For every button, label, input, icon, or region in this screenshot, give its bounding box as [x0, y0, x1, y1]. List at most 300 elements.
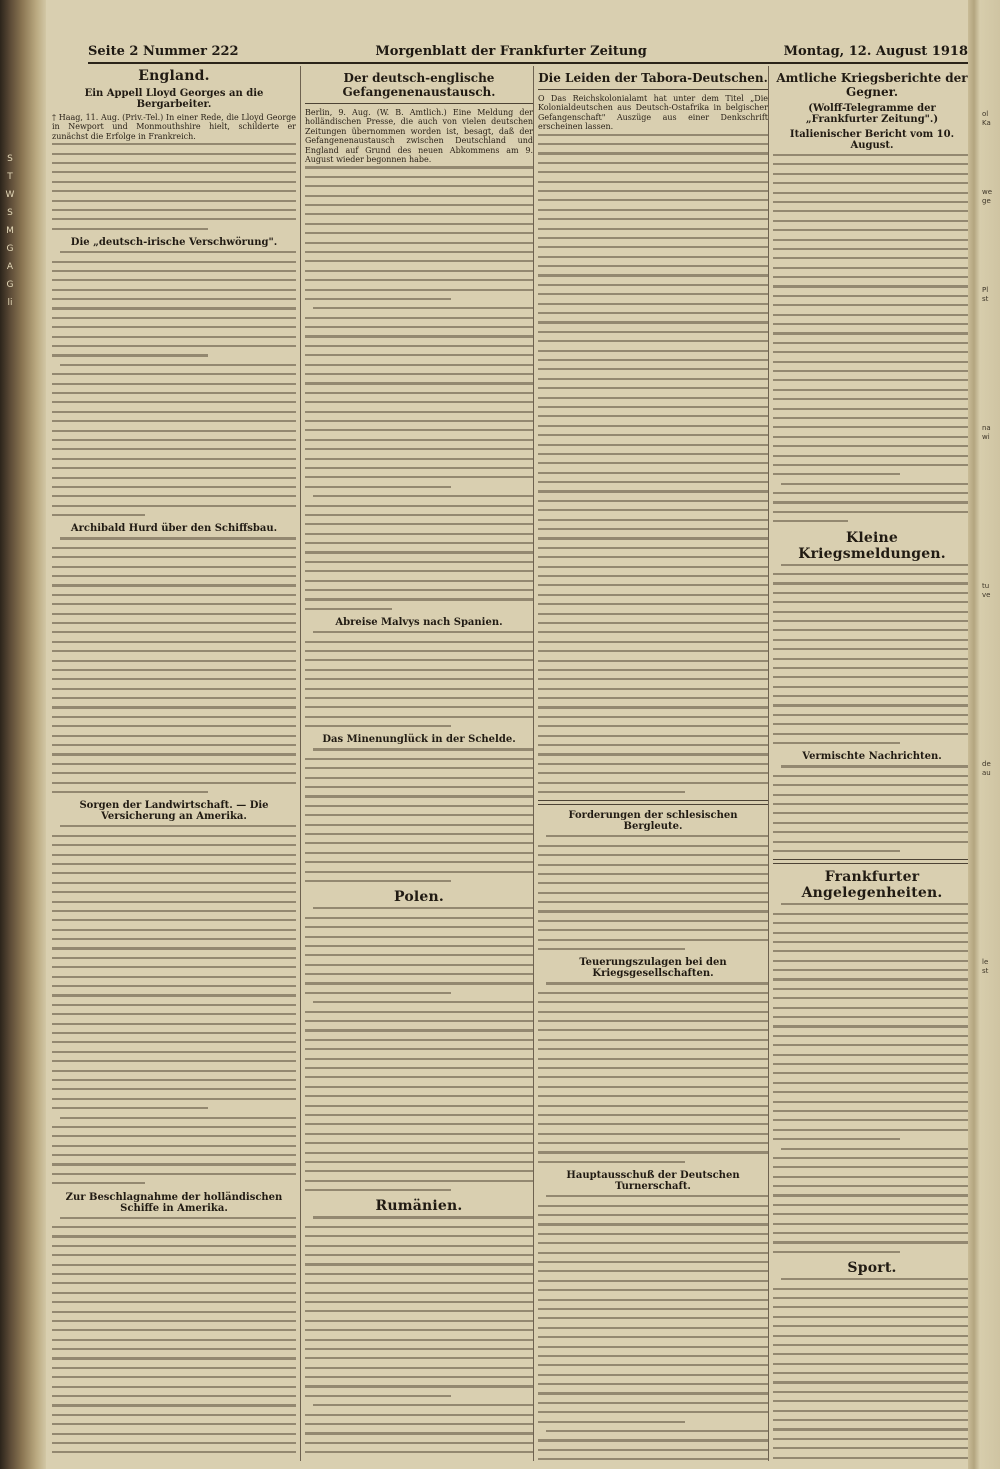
- text-line: [52, 1282, 296, 1284]
- edge-fragment: G: [6, 244, 14, 254]
- text-line: [52, 1264, 296, 1266]
- text-line: [305, 1086, 533, 1088]
- left-edge-fragments: [2, 150, 18, 312]
- text-line: [305, 936, 533, 938]
- text-line: [305, 326, 533, 328]
- text-line: [305, 945, 533, 947]
- text-line: [305, 382, 533, 384]
- text-line: [305, 401, 533, 403]
- text-line: [538, 1105, 768, 1107]
- article-body: [52, 143, 296, 230]
- text-line: [538, 1299, 768, 1301]
- text-line: [52, 641, 296, 643]
- text-line: [305, 758, 533, 760]
- text-line: [773, 173, 971, 175]
- text-line: [305, 786, 533, 788]
- text-line: [538, 613, 768, 615]
- edge-fragment: na: [982, 424, 991, 432]
- text-line: [305, 669, 533, 671]
- text-line: [538, 1336, 768, 1338]
- text-line: [305, 833, 533, 835]
- text-line: [538, 864, 768, 866]
- text-line: [305, 1395, 451, 1397]
- text-line: [52, 725, 296, 727]
- text-line: [52, 835, 296, 837]
- text-line: [305, 1105, 533, 1107]
- text-line: [305, 842, 533, 844]
- text-line: [538, 1214, 768, 1216]
- text-line: [773, 220, 971, 222]
- article-headline: Ein Appell Lloyd Georges an die Bergarbeiter.: [84, 88, 264, 110]
- text-line: [538, 321, 768, 323]
- text-line: [538, 901, 768, 903]
- text-line: [52, 1163, 296, 1165]
- text-line: [773, 1306, 971, 1308]
- edge-fragment: S: [7, 208, 13, 218]
- text-line: [313, 1216, 533, 1218]
- text-line: [538, 744, 768, 746]
- text-line: [305, 678, 533, 680]
- text-line: [773, 1457, 971, 1459]
- text-line: [773, 285, 971, 287]
- text-line: [305, 1152, 533, 1154]
- text-line: [773, 592, 971, 594]
- text-line: [538, 753, 768, 755]
- article-body: [538, 134, 768, 793]
- text-line: [305, 926, 533, 928]
- text-line: [305, 1189, 451, 1191]
- text-line: [305, 420, 533, 422]
- text-line: [305, 964, 533, 966]
- text-line: [305, 1451, 533, 1453]
- text-line: [52, 1126, 296, 1128]
- article-body: [538, 1195, 768, 1461]
- article-body: [52, 537, 296, 793]
- text-line: [773, 850, 900, 852]
- article-body: [773, 154, 971, 522]
- text-line: [305, 795, 533, 797]
- text-line: [538, 716, 768, 718]
- edge-fragment: Ka: [982, 119, 991, 127]
- text-line: [305, 523, 533, 525]
- text-line: [52, 938, 296, 940]
- text-line: [305, 232, 533, 234]
- text-line: [773, 1419, 971, 1421]
- text-line: [305, 1282, 533, 1284]
- text-line: [538, 594, 768, 596]
- edge-fragment: de: [982, 760, 991, 768]
- edge-fragment: T: [7, 172, 13, 182]
- text-line: [52, 1357, 296, 1359]
- text-line: [52, 270, 296, 272]
- text-line: [305, 608, 392, 610]
- text-line: [305, 824, 533, 826]
- text-line: [538, 472, 768, 474]
- text-line: [773, 1072, 971, 1074]
- text-line: [60, 251, 296, 253]
- edge-fragment: G: [6, 280, 14, 290]
- text-line: [52, 373, 296, 375]
- text-line: [52, 669, 296, 671]
- text-line: [52, 1070, 296, 1072]
- text-line: [52, 1367, 296, 1369]
- page-number: Seite 2 Nummer 222: [88, 43, 239, 59]
- text-line: [305, 1095, 533, 1097]
- text-line: [305, 505, 533, 507]
- text-line: [305, 1432, 533, 1434]
- text-line: [52, 383, 296, 385]
- text-line: [773, 922, 971, 924]
- text-line: [538, 434, 768, 436]
- text-line: [773, 370, 971, 372]
- text-line: [305, 213, 533, 215]
- text-line: [538, 500, 768, 502]
- text-line: [773, 192, 971, 194]
- text-line: [538, 1123, 768, 1125]
- text-line: [538, 1289, 768, 1291]
- divider: [538, 89, 768, 90]
- text-line: [52, 171, 296, 173]
- text-line: [52, 1451, 296, 1453]
- article-body: [538, 835, 768, 950]
- text-line: [52, 622, 296, 624]
- article-headline: Sorgen der Landwirtschaft. — Die Versicherung an Amerika.: [79, 800, 269, 823]
- text-line: [305, 1339, 533, 1341]
- text-line: [305, 1161, 533, 1163]
- text-line: [773, 1035, 971, 1037]
- edge-fragment: W: [5, 190, 15, 200]
- text-line: [305, 814, 533, 816]
- text-line: [52, 976, 296, 978]
- text-line: [773, 620, 971, 622]
- text-line: [773, 1119, 971, 1121]
- text-line: [52, 401, 296, 403]
- text-line: [773, 248, 971, 250]
- text-line: [773, 913, 971, 915]
- text-line: [538, 547, 768, 549]
- text-line: [305, 486, 451, 488]
- text-line: [52, 854, 296, 856]
- text-line: [538, 171, 768, 173]
- section-heading: Frankfurter Angelegenheiten.: [801, 869, 943, 902]
- text-line: [305, 1254, 533, 1256]
- newspaper-title: Morgenblatt der Frankfurter Zeitung: [375, 43, 647, 59]
- text-line: [773, 695, 971, 697]
- text-line: [52, 772, 296, 774]
- text-line: [305, 1076, 533, 1078]
- text-line: [305, 260, 533, 262]
- text-line: [538, 791, 685, 793]
- text-line: [52, 261, 296, 263]
- text-line: [305, 1133, 533, 1135]
- text-line: [52, 584, 296, 586]
- text-line: [305, 298, 451, 300]
- text-line: [773, 351, 971, 353]
- text-line: [305, 279, 533, 281]
- column-1: [52, 66, 296, 1461]
- text-line: [773, 1223, 971, 1225]
- text-line: [773, 1372, 971, 1374]
- text-line: [52, 298, 296, 300]
- text-line: [773, 714, 971, 716]
- text-line: [305, 1367, 533, 1369]
- text-line: [773, 1138, 900, 1140]
- text-line: [538, 1205, 768, 1207]
- article-body: [305, 1216, 533, 1461]
- text-line: [52, 181, 296, 183]
- text-line: [773, 1054, 971, 1056]
- text-line: [773, 582, 971, 584]
- text-line: [773, 379, 971, 381]
- text-line: [538, 566, 768, 568]
- text-line: [538, 490, 768, 492]
- text-line: [538, 1308, 768, 1310]
- text-line: [313, 495, 533, 497]
- text-line: [52, 1013, 296, 1015]
- text-line: [52, 439, 296, 441]
- text-line: [538, 481, 768, 483]
- text-line: [305, 1170, 533, 1172]
- text-line: [773, 445, 971, 447]
- text-line: [60, 1117, 296, 1119]
- text-line: [52, 1226, 296, 1228]
- text-line: [305, 880, 451, 882]
- text-line: [546, 835, 768, 837]
- text-line: [60, 825, 296, 827]
- text-line: [773, 1335, 971, 1337]
- text-line: [52, 1088, 296, 1090]
- text-line: [773, 257, 971, 259]
- text-line: [773, 1438, 971, 1440]
- text-line: [52, 1154, 296, 1156]
- text-line: [538, 340, 768, 342]
- text-line: [305, 1442, 533, 1444]
- text-line: [538, 772, 768, 774]
- text-line: [538, 948, 685, 950]
- text-line: [52, 919, 296, 921]
- text-line: [773, 1091, 971, 1093]
- text-line: [305, 166, 533, 168]
- text-line: [52, 514, 145, 516]
- text-line: [305, 1226, 533, 1228]
- text-line: [538, 1086, 768, 1088]
- article-headline: Hauptausschuß der Deutschen Turnerschaft.: [566, 1170, 740, 1193]
- edge-fragment: st: [982, 967, 989, 975]
- text-line: [52, 613, 296, 615]
- text-line: [773, 1025, 971, 1027]
- text-line: [305, 1263, 533, 1265]
- text-line: [773, 520, 848, 522]
- text-line: [773, 314, 971, 316]
- text-line: [773, 436, 971, 438]
- text-line: [52, 650, 296, 652]
- text-line: [52, 631, 296, 633]
- text-line: [52, 209, 296, 211]
- text-line: [52, 594, 296, 596]
- text-line: [305, 1329, 533, 1331]
- text-line: [773, 1297, 971, 1299]
- text-line: [305, 641, 533, 643]
- text-line: [52, 448, 296, 450]
- text-line: [52, 1023, 296, 1025]
- text-line: [773, 417, 971, 419]
- article-headline: Abreise Malvys nach Spanien.: [335, 617, 503, 629]
- text-line: [781, 903, 971, 905]
- text-line: [538, 892, 768, 894]
- divider: [538, 800, 768, 805]
- text-line: [305, 476, 533, 478]
- edge-fragment: li: [7, 298, 13, 308]
- issue-date: Montag, 12. August 1918: [783, 43, 968, 59]
- text-line: [538, 537, 768, 539]
- text-line: [538, 556, 768, 558]
- edge-fragment: tu: [982, 582, 990, 590]
- text-line: [52, 467, 296, 469]
- text-line: [305, 373, 533, 375]
- text-line: [773, 629, 971, 631]
- text-line: [538, 688, 768, 690]
- text-line: [305, 1376, 533, 1378]
- text-line: [52, 1051, 296, 1053]
- section-heading: England.: [138, 68, 210, 84]
- text-line: [773, 182, 971, 184]
- text-line: [773, 408, 971, 410]
- text-line: [305, 1423, 533, 1425]
- text-line: [52, 882, 296, 884]
- text-line: [538, 669, 768, 671]
- text-line: [305, 1357, 533, 1359]
- text-line: [305, 561, 533, 563]
- text-line: [305, 1348, 533, 1350]
- section-heading: Polen.: [394, 889, 444, 906]
- text-line: [52, 326, 296, 328]
- text-line: [52, 153, 296, 155]
- text-line: [52, 985, 296, 987]
- text-line: [52, 1423, 296, 1425]
- text-line: [546, 1430, 768, 1432]
- text-line: [52, 1107, 208, 1109]
- text-line: [305, 1273, 533, 1275]
- text-line: [52, 994, 296, 996]
- text-line: [538, 1095, 768, 1097]
- text-line: [305, 345, 533, 347]
- text-line: [52, 872, 296, 874]
- text-line: [773, 1129, 971, 1131]
- text-line: [773, 950, 971, 952]
- text-line: [781, 1278, 971, 1280]
- text-line: [538, 1161, 685, 1163]
- text-line: [52, 1079, 296, 1081]
- text-line: [773, 1391, 971, 1393]
- section-heading: Rumänien.: [375, 1198, 463, 1215]
- text-line: [773, 648, 971, 650]
- text-line: [538, 678, 768, 680]
- text-line: [538, 1421, 685, 1423]
- text-line: [52, 863, 296, 865]
- text-line: [538, 444, 768, 446]
- text-line: [773, 323, 971, 325]
- text-line: [305, 650, 533, 652]
- text-line: [773, 464, 971, 466]
- text-line: [305, 1114, 533, 1116]
- text-line: [538, 246, 768, 248]
- text-line: [52, 1004, 296, 1006]
- edge-fragment: ol: [982, 110, 989, 118]
- text-line: [305, 982, 533, 984]
- edge-fragment: Pl: [982, 286, 989, 294]
- text-line: [538, 190, 768, 192]
- text-line: [773, 342, 971, 344]
- text-line: [305, 1301, 533, 1303]
- text-line: [305, 242, 533, 244]
- text-line: [52, 477, 296, 479]
- edge-fragment: st: [982, 295, 989, 303]
- article-body: [305, 166, 533, 609]
- text-line: [773, 784, 971, 786]
- text-line: [773, 686, 971, 688]
- text-line: [305, 1245, 533, 1247]
- text-line: [773, 733, 971, 735]
- text-line: [305, 354, 533, 356]
- text-line: [52, 910, 296, 912]
- section-heading: Kleine Kriegsmeldungen.: [798, 529, 946, 562]
- text-line: [773, 1185, 971, 1187]
- text-line: [538, 331, 768, 333]
- text-line: [538, 882, 768, 884]
- text-line: [52, 1386, 296, 1388]
- text-line: [538, 237, 768, 239]
- text-line: [305, 1310, 533, 1312]
- text-line: [52, 289, 296, 291]
- text-line: [305, 716, 533, 718]
- text-line: [305, 1029, 533, 1031]
- text-line: [305, 551, 533, 553]
- text-line: [305, 439, 533, 441]
- text-line: [538, 1327, 768, 1329]
- text-line: [52, 505, 296, 507]
- edge-fragment: S: [7, 154, 13, 164]
- edge-fragment: M: [6, 226, 14, 236]
- text-line: [538, 1449, 768, 1451]
- text-line: [60, 364, 296, 366]
- text-line: [538, 350, 768, 352]
- text-line: [52, 486, 296, 488]
- text-line: [305, 1039, 533, 1041]
- text-line: [773, 831, 971, 833]
- article-body: [52, 825, 296, 1184]
- article-headline: Forderungen der schlesischen Bergleute.: [568, 810, 738, 833]
- text-line: [773, 473, 900, 475]
- text-line: [52, 345, 296, 347]
- text-line: [52, 1376, 296, 1378]
- text-line: [773, 667, 971, 669]
- text-line: [773, 501, 971, 503]
- text-line: [52, 1404, 296, 1406]
- text-line: [305, 251, 533, 253]
- text-line: [538, 152, 768, 154]
- text-line: [305, 223, 533, 225]
- text-line: [52, 228, 208, 230]
- text-line: [773, 1344, 971, 1346]
- text-line: [538, 641, 768, 643]
- masthead: [88, 40, 968, 64]
- text-line: [52, 1348, 296, 1350]
- text-line: [773, 154, 971, 156]
- text-line: [538, 312, 768, 314]
- article-lead: Berlin, 9. Aug. (W. B. Amtlich.) Eine Meldung der holländischen Presse, die auch von vielen deutschen Zeitungen übernommen worden ist, besagt, daß der Gefangenenaustausch zwischen Deutschland und England auf Grund des neuen Abkommens am 9. August wieder begonnen habe.: [305, 108, 533, 165]
- text-line: [305, 1123, 533, 1125]
- text-line: [538, 1402, 768, 1404]
